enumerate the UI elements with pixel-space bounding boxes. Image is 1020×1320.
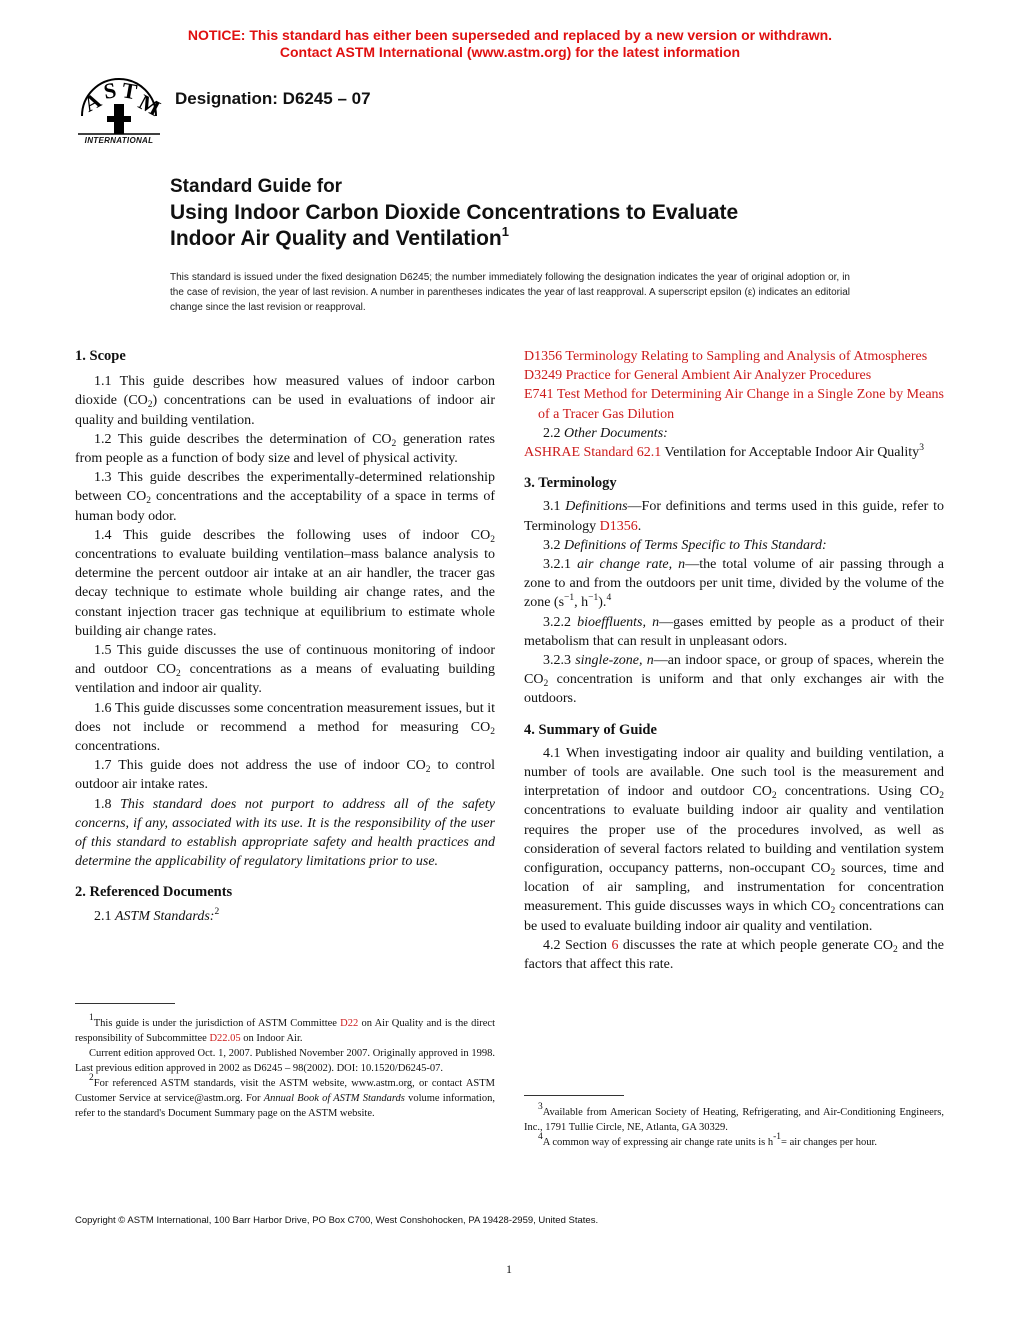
paragraph-1-2: 1.2 This guide describes the determination of $CO_2$ generation rates from people as a function of body size and level of physical activity. <box>75 431 496 467</box>
footnotes-left <box>75 1013 496 1121</box>
link-d3249[interactable]: D3249 <box>524 368 563 384</box>
section-heading-terminology: 3. Terminology <box>524 475 617 492</box>
link-e741[interactable]: E741 <box>524 387 554 403</box>
notice-line-2: Contact ASTM International (www.astm.org) for the latest information <box>279 44 741 60</box>
footnote-2: $^2$For referenced ASTM standards, visit the ASTM website, www.astm.org, or contact ASTM Customer Service at service@astm.org. For Annual Book of ASTM Standards volume information, refer to the standard's Document Summary page on the ASTM website. <box>75 1073 495 1119</box>
ref-d3249: D3249 Practice for General Ambient Air Analyzer Procedures <box>524 368 872 384</box>
footnote-rule-left <box>75 1003 175 1004</box>
paragraph-1-7: 1.7 This guide does not address the use of indoor $CO_2$ to control outdoor air intake rates. <box>75 758 495 793</box>
footnote-4: $^4$A common way of expressing air change rate units is $h^{-1}=$ air changes per hour. <box>538 1132 878 1148</box>
svg-text:S: S <box>101 77 119 104</box>
paragraph-3-2: 3.2 Definitions of Terms Specific to This Standard: <box>543 537 827 553</box>
copyright-line: Copyright © ASTM International, 100 Barr Harbor Drive, PO Box C700, West Conshohocken, PA 19428-2959, United States. <box>75 1215 599 1226</box>
svg-text:M: M <box>134 89 162 121</box>
svg-text:T: T <box>120 77 139 105</box>
footnotes-right <box>524 1102 944 1150</box>
logo-caption: INTERNATIONAL <box>84 136 154 145</box>
page-number: 1 <box>506 1262 512 1276</box>
paragraph-2-2: 2.2 Other Documents: <box>543 425 668 441</box>
paragraph-1-3: 1.3 This guide describes the experimentally-determined relationship between $CO_2$ concentrations and the acceptability of a space in terms of human body odor. <box>75 470 495 524</box>
ref-ashrae: ASHRAE Standard 62.1 Ventilation for Acceptable Indoor Air Quality$^3$ <box>524 443 924 461</box>
ref-e741: E741 Test Method for Determining Air Change in a Single Zone by Means of a Tracer Gas Dilution <box>524 387 944 422</box>
link-d22-05[interactable]: D22.05 <box>209 1033 241 1044</box>
section-heading-referenced-documents: 2. Referenced Documents <box>75 884 233 901</box>
link-ashrae[interactable]: ASHRAE Standard 62.1 <box>524 445 662 461</box>
paragraph-1-4: 1.4 This guide describes the following uses of indoor $CO_2$ concentrations to evaluate building ventilation–mass balance analysis to determine the percent outdoor air intake at an air handler, the tracer gas decay technique to estimate whole building air change rates, and the constant injection tracer gas technique at equilibrium to estimate whole building air change rates. <box>75 527 495 639</box>
left-column <box>75 347 495 926</box>
svg-text:A: A <box>79 87 105 117</box>
section-heading-scope: 1. Scope <box>75 348 126 364</box>
paragraph-1-5: 1.5 This guide discusses the use of continuous monitoring of indoor and outdoor $CO_2$ concentrations as a means of evaluating building ventilation and indoor air quality. <box>75 643 496 697</box>
link-section-6[interactable]: 6 <box>611 937 619 953</box>
paragraph-4-1: 4.1 When investigating indoor air quality and building ventilation, a number of tools are available. One such tool is the measurement and interpretation of indoor and outdoor $CO_2$ concentrations. Using $CO_2$ concentrations to evaluate building indoor air quality and ventilation requires the proper use of the procedures involved, as well as consideration of several factors related to building and ventilation system configuration, occupancy patterns, non-occupant $CO_2$ sources, time and location of air sampling, and instrumentation for concentration measurement. This guide discusses ways in which $CO_2$ concentrations can be used to evaluate building indoor air quality and ventilation. <box>524 745 944 934</box>
paragraph-4-2: 4.2 Section 6 discusses the rate at which people generate $CO_2$ and the factors that affect this rate. <box>524 937 944 973</box>
footnote-1-edition: Current edition approved Oct. 1, 2007. Published November 2007. Originally approved in 1998. Last previous edition approved in 2002 as D6245 – 98(2002). DOI: 10.1520/D6245-07. <box>75 1048 495 1074</box>
footnote-3: $^3$Available from American Society of Heating, Refrigerating, and Air-Conditioning Engineers, Inc., 1791 Tullie Circle, NE, Atlanta, GA 30329. <box>524 1102 944 1133</box>
astm-logo <box>76 76 162 148</box>
supersession-notice <box>0 27 1020 61</box>
paragraph-1-6: 1.6 This guide discusses some concentration measurement issues, but it does not include or recommend a method for measuring $CO_2$ concentrations. <box>75 700 495 755</box>
paragraph-1-8: 1.8 This standard does not purport to address all of the safety concerns, if any, associated with its use. It is the responsibility of the user of this standard to establish appropriate safety and health practices and determine the applicability of regulatory limitations prior to use. <box>75 796 496 870</box>
section-heading-summary: 4. Summary of Guide <box>524 721 657 738</box>
issued-note: This standard is issued under the fixed designation D6245; the number immediately following the designation indicates the year of original adoption or, in the case of revision, the year of last revision. A number in parentheses indicates the year of last reapproval. A superscript epsilon (ε) indicates an editorial change since the last revision or reapproval. <box>170 272 850 313</box>
paragraph-3-1: 3.1 Definitions—For definitions and terms used in this guide, refer to Terminology D1356. <box>524 499 944 534</box>
designation: Designation: D6245 – 07 <box>175 89 371 108</box>
footnote-1: $^1$This guide is under the jurisdiction of ASTM Committee D22 on Air Quality and is the direct responsibility of Subcommittee D22.05 on Indoor Air. <box>75 1013 496 1044</box>
paragraph-3-2-1: 3.2.1 air change rate, n—the total volume of air passing through a zone to and from the outdoors per unit time, divided by the volume of the zone ($s^{-1}$, $h^{-1}).^4$ <box>524 557 944 611</box>
footnote-rule-right <box>524 1095 624 1096</box>
link-d1356-terminology[interactable]: D1356 <box>599 518 638 534</box>
link-d22[interactable]: D22 <box>340 1018 359 1029</box>
title-line-3: Indoor Air Quality and Ventilation$^1$ <box>170 224 509 250</box>
right-column <box>524 347 944 974</box>
paragraph-3-2-3: 3.2.3 single-zone, n—an indoor space, or group of spaces, wherein the $CO_2$ concentration is uniform and that only exchanges air with the outdoors. <box>524 653 945 707</box>
document-title <box>170 174 930 252</box>
paragraph-1-1: 1.1 This guide describes how measured values of indoor carbon dioxide $(CO_2)$ concentrations can be used in evaluations of indoor air quality and building ventilation. <box>75 374 495 428</box>
paragraph-2-1: 2.1 ASTM Standards:$^2$ <box>94 906 220 924</box>
link-d1356[interactable]: D1356 <box>524 349 563 364</box>
ref-d1356: D1356 Terminology Relating to Sampling and Analysis of Atmospheres <box>524 349 928 364</box>
paragraph-3-2-2: 3.2.2 bioeffluents, n—gases emitted by people as a product of their metabolism that can result in unpleasant odors. <box>524 614 945 649</box>
notice-line-1: NOTICE: This standard has either been superseded and replaced by a new version or withdrawn. <box>187 27 833 43</box>
title-line-1: Standard Guide for <box>170 176 343 197</box>
title-line-2: Using Indoor Carbon Dioxide Concentrations to Evaluate <box>170 201 739 224</box>
title-footnote-mark[interactable]: 1 <box>501 224 509 239</box>
